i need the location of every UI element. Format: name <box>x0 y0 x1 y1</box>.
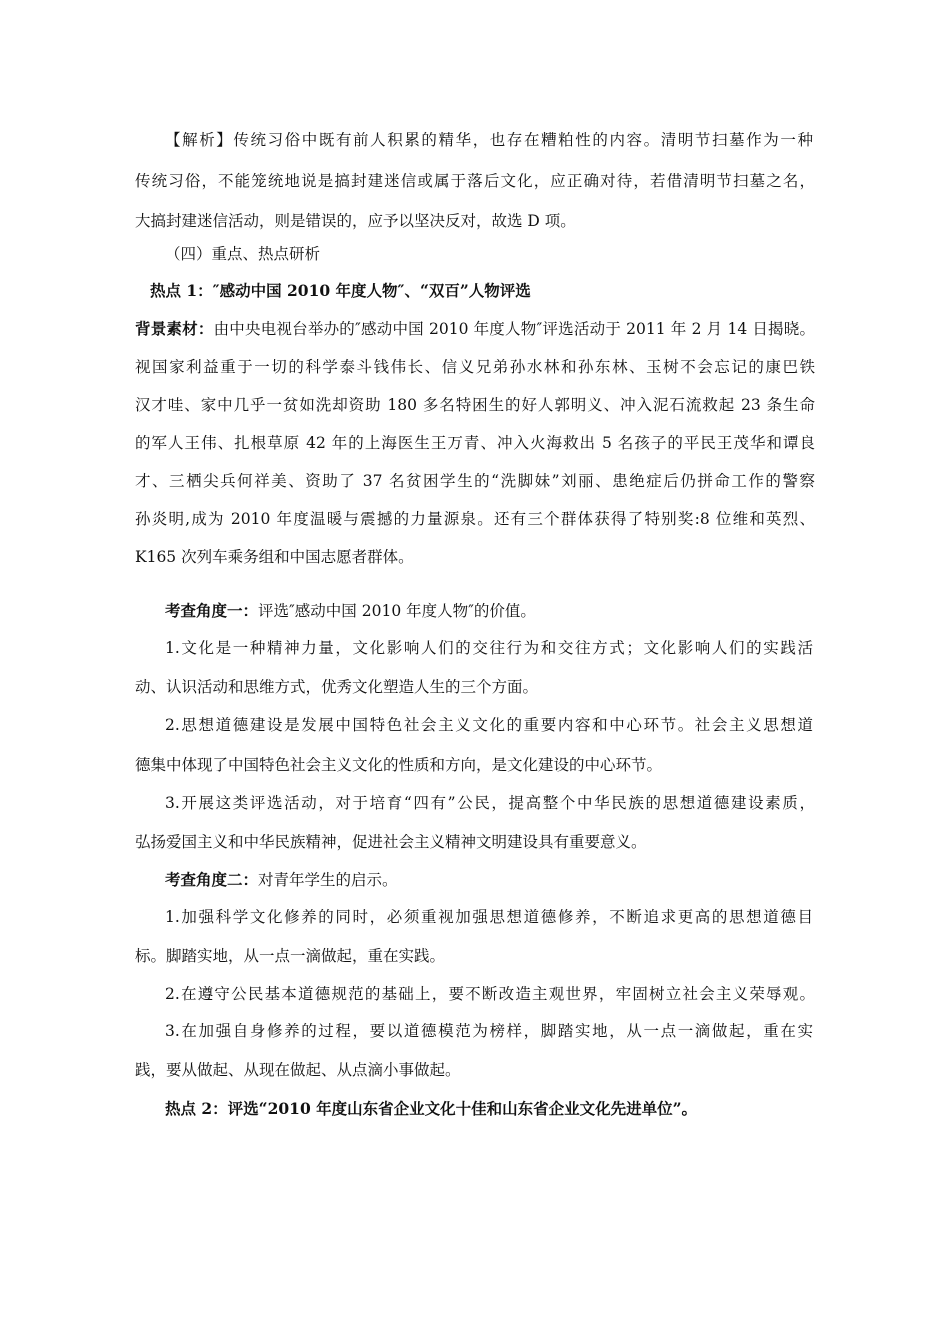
background-line-2: 视国家利益重于一切的科学泰斗钱伟长、信义兄弟孙水林和孙东林、玉树不会忘记的康巴铁 <box>135 358 815 376</box>
angle2-item2-line1: 2.在遵守公民基本道德规范的基础上，要不断改造主观世界，牢固树立社会主义荣辱观。 <box>165 985 815 1003</box>
angle1-item1-line1: 1.文化是一种精神力量，文化影响人们的交往行为和交往方式；文化影响人们的实践活 <box>165 639 813 657</box>
angle1-item1-line2: 动、认识活动和思维方式，优秀文化塑造人生的三个方面。 <box>135 678 539 696</box>
angle2-label: 考查角度二： <box>165 870 259 889</box>
background-label: 背景素材： <box>135 319 214 338</box>
hotspot2-title: 热点 2：评选“2010 年度山东省企业文化十佳和山东省企业文化先进单位”。 <box>165 1099 698 1118</box>
analysis-line-2: 传统习俗，不能笼统地说是搞封建迷信或属于落后文化，应正确对待，若借清明节扫墓之名， <box>135 172 815 190</box>
angle1-label: 考查角度一： <box>165 601 259 620</box>
angle2-item3-line2: 践，要从做起、从现在做起、从点滴小事做起。 <box>135 1061 461 1079</box>
background-line-4: 的军人王伟、扎根草原 42 年的上海医生王万青、冲入火海救出 5 名孩子的平民王茂华和谭良 <box>135 434 815 452</box>
analysis-line-3: 大搞封建迷信活动，则是错误的，应予以坚决反对，故选 D 项。 <box>135 212 576 230</box>
angle2-item1-line2: 标。脚踏实地，从一点一滴做起，重在实践。 <box>135 947 446 965</box>
section-heading: （四）重点、热点研析 <box>165 245 321 263</box>
background-line-7: K165 次列车乘务组和中国志愿者群体。 <box>135 548 414 566</box>
background-line-6: 孙炎明,成为 2010 年度温暖与震撼的力量源泉。还有三个群体获得了特别奖:8 位维和英烈、 <box>135 510 815 528</box>
angle1-heading: 考查角度一：评选″感动中国 2010 年度人物″的价值。 <box>165 601 536 620</box>
angle1-item3-line2: 弘扬爱国主义和中华民族精神，促进社会主义精神文明建设具有重要意义。 <box>135 833 647 851</box>
angle1-item3-line1: 3.开展这类评选活动，对于培育“四有”公民，提高整个中华民族的思想道德建设素质， <box>165 794 815 812</box>
angle2-heading: 考查角度二：对青年学生的启示。 <box>165 870 398 889</box>
angle1-item2-line2: 德集中体现了中国特色社会主义文化的性质和方向，是文化建设的中心环节。 <box>135 756 663 774</box>
analysis-label: 【解析】 <box>165 131 234 149</box>
angle2-item3-line1: 3.在加强自身修养的过程，要以道德模范为榜样，脚踏实地，从一点一滴做起，重在实 <box>165 1022 813 1040</box>
hotspot1-title: 热点 1：″感动中国 2010 年度人物″、“双百”人物评选 <box>150 281 531 300</box>
background-line-1: 背景素材：由中央电视台举办的″感动中国 2010 年度人物″评选活动于 2011 年 2 月 14 日揭晓。 <box>135 319 815 338</box>
analysis-line-1: 【解析】传统习俗中既有前人积累的精华，也存在糟粕性的内容。清明节扫墓作为一种 <box>165 131 813 149</box>
angle2-item1-line1: 1.加强科学文化修养的同时，必须重视加强思想道德修养，不断追求更高的思想道德目 <box>165 908 813 926</box>
angle1-item2-line1: 2.思想道德建设是发展中国特色社会主义文化的重要内容和中心环节。社会主义思想道 <box>165 716 813 734</box>
background-line-5: 才、三栖尖兵何祥美、资助了 37 名贫困学生的“洗脚妹”刘丽、患绝症后仍拼命工作的警察 <box>135 472 815 490</box>
background-line-3: 汉才哇、家中几乎一贫如洗却资助 180 多名特困生的好人郭明义、冲入泥石流救起 23 条生命 <box>135 396 815 414</box>
